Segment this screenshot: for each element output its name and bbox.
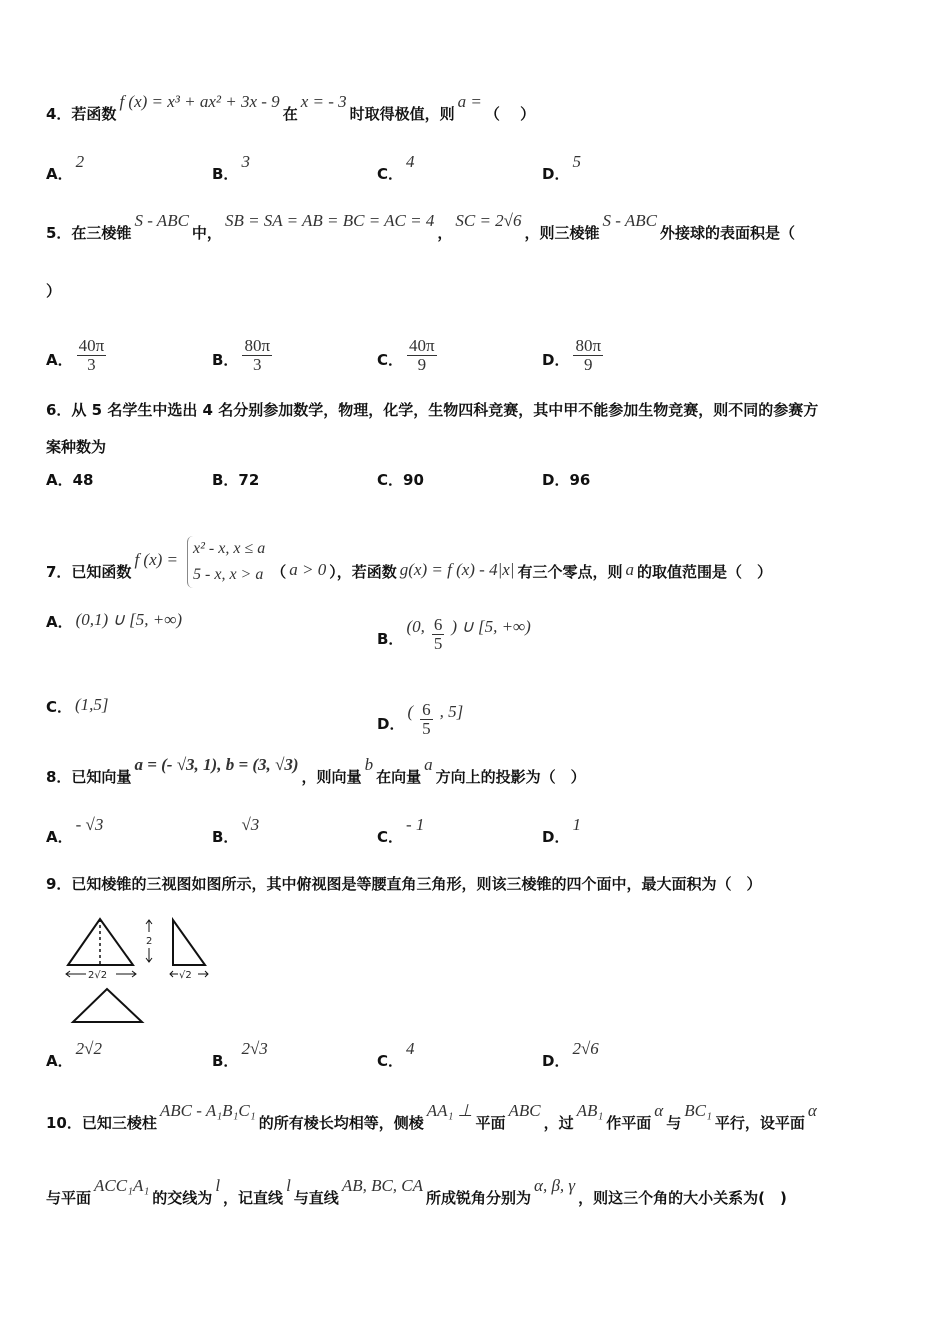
denominator: 9	[417, 355, 427, 374]
text: （ ）	[484, 105, 536, 123]
question-6-stem-cont	[46, 437, 106, 457]
text: B．	[212, 165, 239, 183]
option-a	[46, 152, 87, 184]
text: 方向上的投影为（ ）	[435, 768, 586, 786]
math-expression: SC = 2√6	[455, 211, 522, 230]
math-expression: AB₁	[576, 1101, 604, 1120]
text: D．96	[542, 471, 591, 489]
math-expression: 3	[241, 152, 250, 171]
option-c	[377, 152, 418, 184]
math-expression: 2√2	[75, 1039, 102, 1058]
top-view	[73, 989, 142, 1022]
text: D．	[542, 351, 570, 369]
text: A．48	[46, 471, 94, 489]
text: 在向量	[376, 768, 422, 786]
question-6-stem	[46, 400, 818, 420]
math-expression: α	[807, 1101, 817, 1120]
text: 5．在三棱锥	[46, 224, 132, 242]
option-c	[377, 333, 441, 374]
text: D．	[542, 1052, 570, 1070]
text: C．90	[377, 471, 424, 489]
text: A．	[46, 351, 73, 369]
piecewise-case: 5 - x, x > a	[193, 566, 264, 583]
text: ）	[46, 282, 62, 300]
question-4-stem	[46, 92, 536, 124]
text: 6．从 5 名学生中选出 4 名分别参加数学，物理，化学，生物四科竞赛，其中甲不能参加生物竞赛，则不同的参赛方	[46, 401, 819, 419]
math-expression: (	[407, 702, 414, 721]
math-expression: (1,5]	[75, 695, 109, 714]
math-expression: - √3	[75, 815, 104, 834]
math-expression: a = (- √3, 1), b = (3, √3)	[134, 755, 299, 774]
side-view	[173, 920, 205, 965]
math-expression: - 1	[406, 815, 425, 834]
option-d	[377, 697, 466, 738]
math-expression: , 5]	[439, 702, 464, 721]
numerator: 6	[433, 615, 443, 634]
math-expression: ) ∪ [5, +∞)	[451, 617, 531, 636]
text: 在	[282, 105, 298, 123]
text: B．72	[212, 471, 260, 489]
math-expression: 2	[75, 152, 85, 171]
text: ，则向量	[301, 768, 362, 786]
math-expression: 1	[572, 815, 581, 834]
question-9-stem	[46, 874, 761, 894]
math-expression: 4	[406, 152, 415, 171]
option-a	[46, 1039, 105, 1071]
text: ），若函数	[329, 563, 397, 581]
math-expression: 4	[406, 1039, 415, 1058]
option-b	[212, 333, 276, 374]
text: D．	[377, 715, 405, 733]
text: B．	[212, 1052, 239, 1070]
fraction	[420, 701, 433, 738]
question-5-stem-cont	[46, 281, 61, 301]
text: 9．已知棱锥的三视图如图所示，其中俯视图是等腰直角三角形，则该三棱锥的四个面中，最大面积为（ ）	[46, 875, 762, 893]
math-expression: (0,1) ∪ [5, +∞)	[75, 610, 182, 629]
piecewise-case: x² - x, x ≤ a	[193, 540, 266, 557]
option-a	[46, 815, 106, 847]
text: 有三个零点，则	[517, 563, 623, 581]
fraction	[77, 337, 107, 374]
fraction	[407, 337, 437, 374]
text: A．	[46, 828, 73, 846]
option-a	[46, 470, 93, 490]
math-expression: ABC - A₁B₁C₁	[159, 1101, 256, 1120]
text: 与平面	[46, 1189, 92, 1207]
math-expression: α	[654, 1101, 664, 1120]
text: B．	[377, 630, 404, 648]
three-view-figure	[60, 912, 220, 1027]
text: ，过	[543, 1114, 574, 1132]
math-expression: √3	[241, 815, 260, 834]
denominator: 9	[584, 355, 593, 374]
math-expression: a > 0	[289, 560, 327, 579]
text: D．	[542, 165, 570, 183]
math-expression: 2√3	[241, 1039, 268, 1058]
text: 的交线为	[152, 1189, 213, 1207]
math-expression: 2√6	[572, 1039, 599, 1058]
math-expression: S - ABC	[134, 211, 189, 230]
text: 时取得极值，则	[349, 105, 455, 123]
text: B．	[212, 828, 239, 846]
option-b	[212, 1039, 271, 1071]
option-d	[542, 152, 584, 184]
option-a	[46, 333, 110, 374]
numerator: 80π	[575, 336, 602, 355]
text: 8．已知向量	[46, 768, 132, 786]
text: 10．已知三棱柱	[46, 1114, 157, 1132]
text: 7．已知函数	[46, 563, 132, 581]
text: 作平面	[606, 1114, 652, 1132]
math-expression: x = - 3	[300, 92, 347, 111]
text: D．	[542, 828, 570, 846]
option-c	[377, 1039, 418, 1071]
text: 的取值范围是（ ）	[637, 563, 773, 581]
text: B．	[212, 351, 239, 369]
denominator: 3	[87, 355, 96, 374]
math-expression: AA₁ ⊥	[426, 1101, 473, 1120]
math-expression: α, β, γ	[534, 1176, 576, 1195]
fraction	[573, 337, 603, 374]
denominator: 5	[433, 634, 443, 653]
text: （	[271, 563, 287, 581]
text: 所成锐角分别为	[426, 1189, 532, 1207]
text: 4．若函数	[46, 105, 117, 123]
text: C．	[377, 165, 404, 183]
denominator: 3	[252, 355, 262, 374]
text: 案种数为	[46, 438, 107, 456]
text: ，	[437, 224, 453, 242]
text: C．	[377, 351, 404, 369]
text: 与	[666, 1114, 682, 1132]
text: 与直线	[293, 1189, 339, 1207]
math-expression: ACC₁A₁	[94, 1176, 150, 1195]
math-expression: a =	[457, 92, 482, 111]
math-expression: BC₁	[684, 1101, 712, 1120]
height-label: 2	[146, 936, 153, 947]
text: 外接球的表面积是（	[660, 224, 796, 242]
math-expression: l	[215, 1176, 221, 1195]
text: 的所有棱长均相等，侧棱	[258, 1114, 424, 1132]
text: 平行，设平面	[714, 1114, 805, 1132]
option-c	[377, 470, 424, 490]
text: ，则这三个角的大小关系为( )	[578, 1189, 787, 1207]
numerator: 80π	[244, 336, 271, 355]
numerator: 6	[422, 700, 431, 719]
math-expression: (0,	[406, 617, 425, 636]
math-expression: SB = SA = AB = BC = AC = 4	[224, 211, 435, 230]
math-expression: ABC	[508, 1101, 541, 1120]
math-expression: AB, BC, CA	[341, 1176, 424, 1195]
question-5-stem	[46, 211, 796, 243]
math-expression: f (x) = x³ + ax² + 3x - 9	[119, 92, 280, 111]
numerator: 40π	[409, 336, 435, 355]
question-8-stem	[46, 755, 586, 787]
fraction	[432, 616, 445, 653]
math-expression: f (x) =	[134, 550, 179, 569]
text: C．	[377, 828, 404, 846]
text: C．	[46, 698, 73, 716]
front-width-label: 2√2	[88, 970, 108, 981]
denominator: 5	[422, 719, 431, 738]
option-d	[542, 333, 607, 374]
option-c	[377, 815, 427, 847]
math-expression: a	[625, 560, 634, 579]
question-10-stem-cont	[46, 1176, 787, 1208]
side-width-label: √2	[179, 970, 192, 981]
question-10-stem	[46, 1101, 820, 1133]
option-b	[212, 152, 253, 184]
math-expression: 5	[572, 152, 581, 171]
question-7-stem	[46, 530, 772, 582]
front-view	[68, 919, 133, 965]
math-expression: l	[286, 1176, 291, 1195]
text: 平面	[475, 1114, 506, 1132]
text: ，则三棱锥	[524, 224, 600, 242]
text: C．	[377, 1052, 404, 1070]
fraction	[242, 337, 272, 374]
piecewise-cases	[187, 536, 265, 588]
math-expression: b	[364, 755, 374, 774]
option-b	[212, 470, 259, 490]
option-b	[377, 612, 534, 653]
option-d	[542, 815, 584, 847]
math-expression: g(x) = f (x) - 4|x|	[399, 560, 515, 579]
option-b	[212, 815, 262, 847]
text: ，记直线	[223, 1189, 284, 1207]
option-d	[542, 470, 590, 490]
math-expression: S - ABC	[602, 211, 657, 230]
option-c	[46, 697, 112, 717]
text: A．	[46, 165, 73, 183]
option-a	[46, 612, 185, 632]
text: A．	[46, 613, 73, 631]
text: A．	[46, 1052, 73, 1070]
text: 中，	[191, 224, 222, 242]
numerator: 40π	[78, 336, 105, 355]
option-d	[542, 1039, 602, 1071]
math-expression: a	[424, 755, 433, 774]
